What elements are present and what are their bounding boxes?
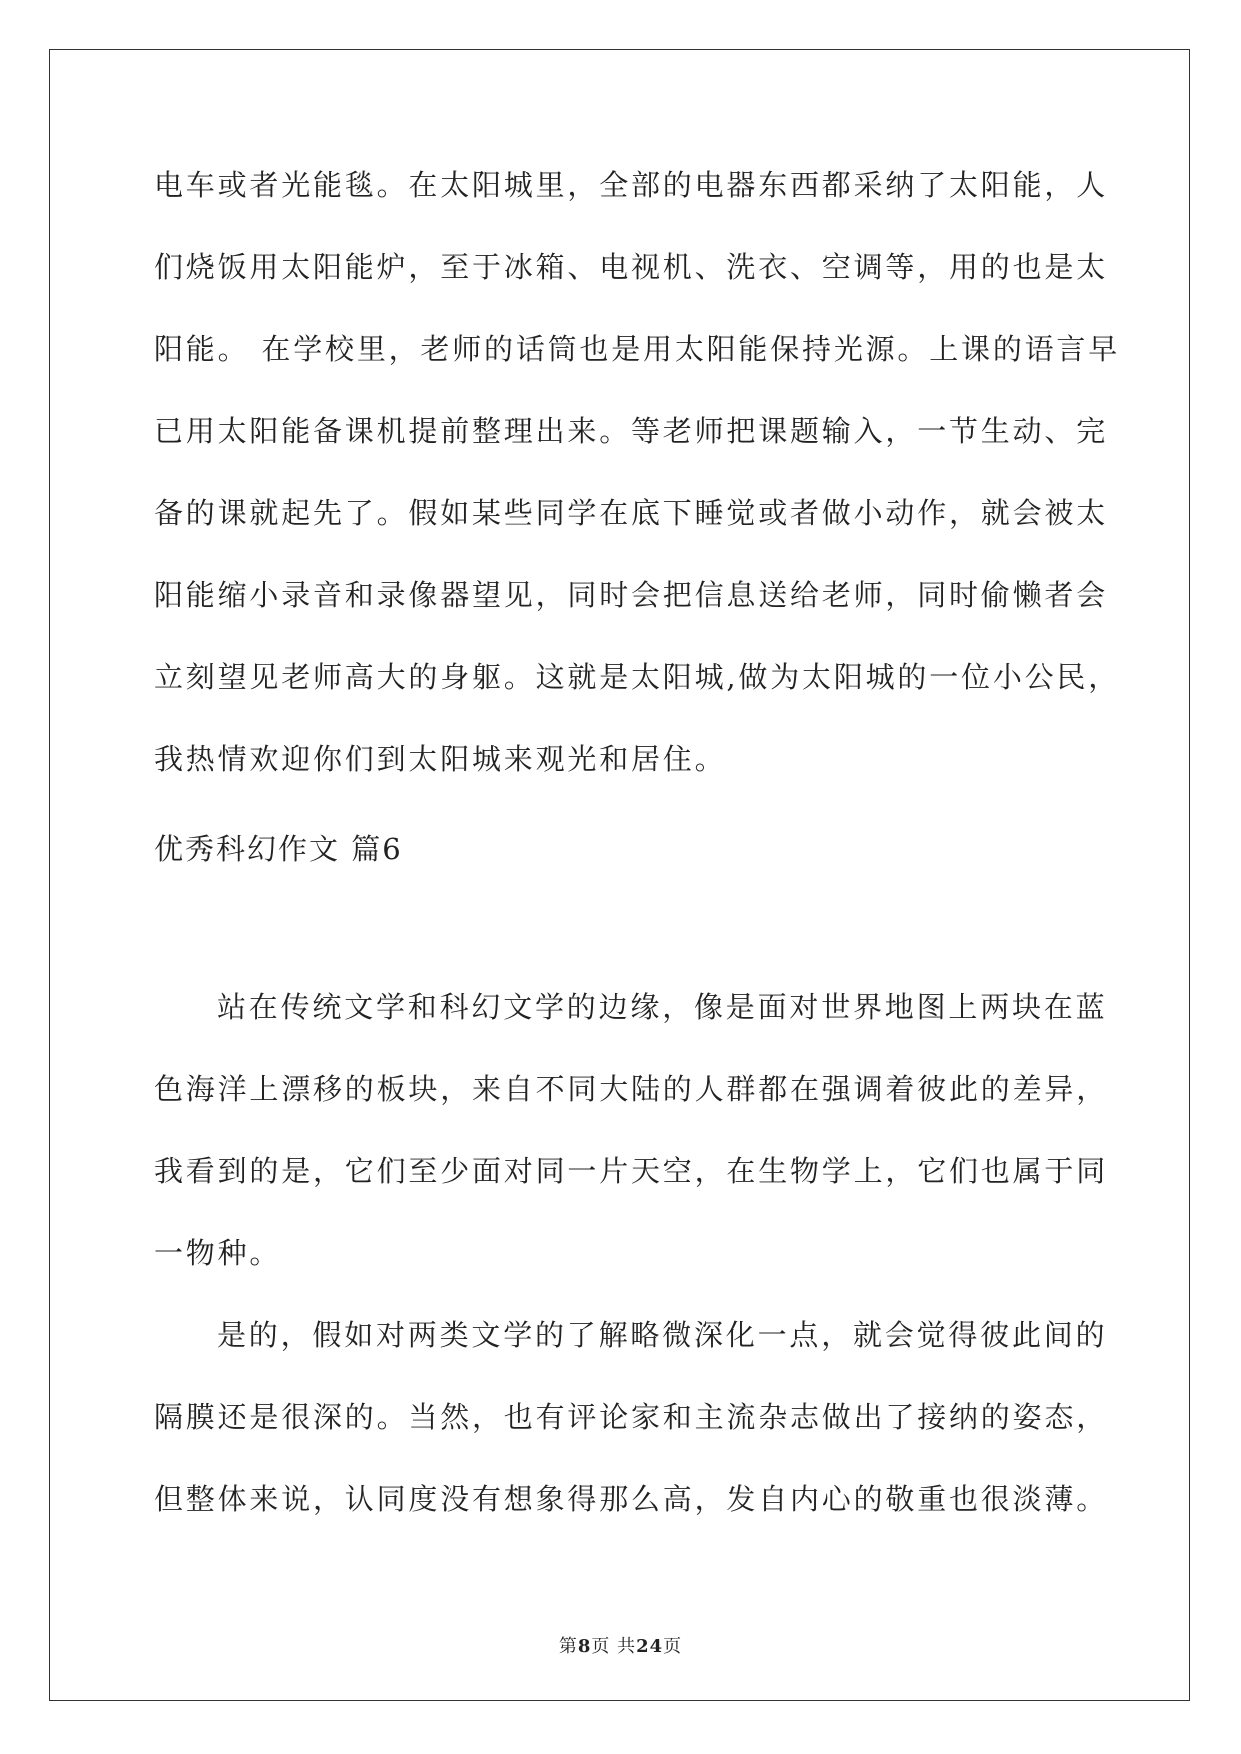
text-line: 阳能缩小录音和录像器望见，同时会把信息送给老师，同时偷懒者会 xyxy=(154,578,1109,612)
text-line: 色海洋上漂移的板块，来自不同大陆的人群都在强调着彼此的差异， xyxy=(154,1072,1109,1106)
total-page-count: 24 xyxy=(636,1636,664,1657)
text-line: 但整体来说，认同度没有想象得那么高，发自内心的敬重也很淡薄。 xyxy=(154,1482,1109,1516)
text-line: 我看到的是，它们至少面对同一片天空，在生物学上，它们也属于同 xyxy=(154,1154,1109,1188)
footer-suffix: 页 xyxy=(663,1636,683,1657)
page-footer xyxy=(0,1632,1241,1658)
text-line: 站在传统文学和科幻文学的边缘，像是面对世界地图上两块在蓝 xyxy=(217,990,1108,1024)
text-line: 是的，假如对两类文学的了解略微深化一点，就会觉得彼此间的 xyxy=(217,1318,1108,1352)
footer-mid: 页 共 xyxy=(591,1636,637,1657)
text-line: 们烧饭用太阳能炉，至于冰箱、电视机、洗衣、空调等，用的也是太 xyxy=(154,250,1109,284)
section-a-paragraph xyxy=(154,165,1121,821)
text-line: 隔膜还是很深的。当然，也有评论家和主流杂志做出了接纳的姿态， xyxy=(154,1400,1109,1434)
text-line: 我热情欢迎你们到太阳城来观光和居住。 xyxy=(154,742,727,776)
section-b-paragraphs xyxy=(154,987,1109,1561)
text-line: 阳能。 在学校里，老师的话筒也是用太阳能保持光源。上课的语言早 xyxy=(154,332,1121,366)
text-line: 一物种。 xyxy=(154,1236,282,1270)
text-line: 已用太阳能备课机提前整理出来。等老师把课题输入，一节生动、完 xyxy=(154,414,1109,448)
section-heading: 优秀科幻作文 篇6 xyxy=(154,832,403,866)
text-line: 立刻望见老师高大的身躯。这就是太阳城,做为太阳城的一位小公民， xyxy=(154,660,1121,694)
footer-prefix: 第 xyxy=(558,1636,578,1657)
current-page-number: 8 xyxy=(577,1636,592,1657)
text-line: 电车或者光能毯。在太阳城里，全部的电器东西都采纳了太阳能，人 xyxy=(154,168,1109,202)
text-line: 备的课就起先了。假如某些同学在底下睡觉或者做小动作，就会被太 xyxy=(154,496,1109,530)
